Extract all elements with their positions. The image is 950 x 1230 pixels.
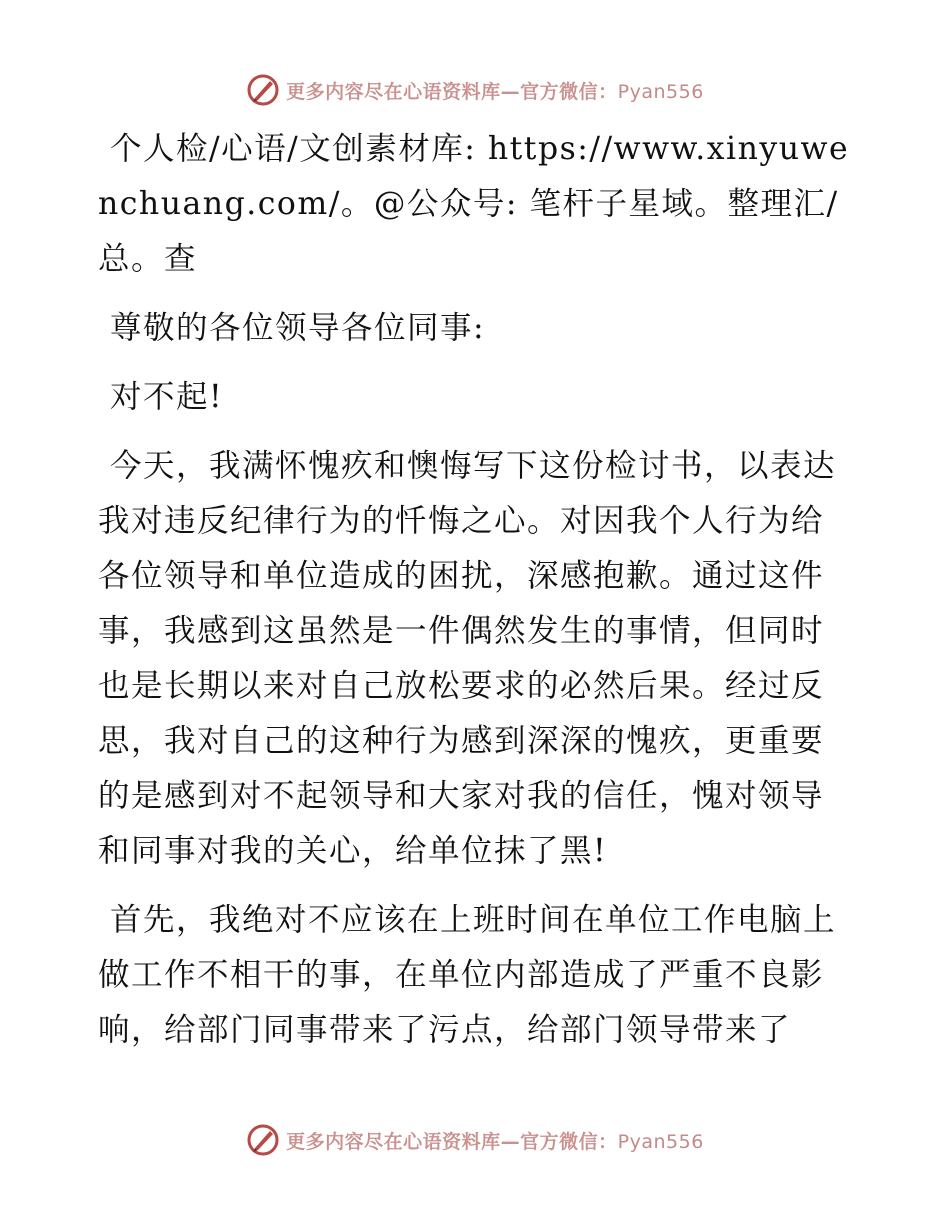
quill-pen-seal-icon <box>246 1123 280 1157</box>
wechat-id: Pyan556 <box>617 1130 704 1153</box>
paragraph-apology: 对不起! <box>110 379 224 415</box>
paragraph-salutation: 尊敬的各位领导各位同事: <box>110 310 486 346</box>
paragraph-body-2: 首先，我绝对不应该在上班时间在单位工作电脑上做工作不相干的事，在单位内部造成了严重不良影响，给部门同事带来了污点，给部门领导带来了 <box>98 902 837 1048</box>
footer-banner <box>0 1120 950 1160</box>
banner-text: 更多内容尽在心语资料库—官方微信：Pyan556 <box>286 1130 704 1153</box>
paragraph-body-1: 今天，我满怀愧疚和懊悔写下这份检讨书，以表达我对违反纪律行为的忏悔之心。对因我个人行为给各位领导和单位造成的困扰，深感抱歉。通过这件事，我感到这虽然是一件偶然发生的事情，但同时也是长期以来对自己放松要求的必然后果。经过反思，我对自己的这种行为感到深深的愧疚，更重要的是感到对不起领导和大家对我的信任，愧对领导和同事对我的关心，给单位抹了黑! <box>98 448 837 869</box>
document-body <box>98 122 850 1072</box>
banner-text: 更多内容尽在心语资料库—官方微信：Pyan556 <box>286 80 704 103</box>
quill-pen-seal-icon <box>246 73 280 107</box>
wechat-id: Pyan556 <box>617 80 704 103</box>
header-banner <box>0 70 950 110</box>
paragraph-source-note: 个人检/心语/文创素材库: https://www.xinyuwenchuang.com/。@公众号: 笔杆子星域。整理汇/总。查 <box>98 131 850 277</box>
